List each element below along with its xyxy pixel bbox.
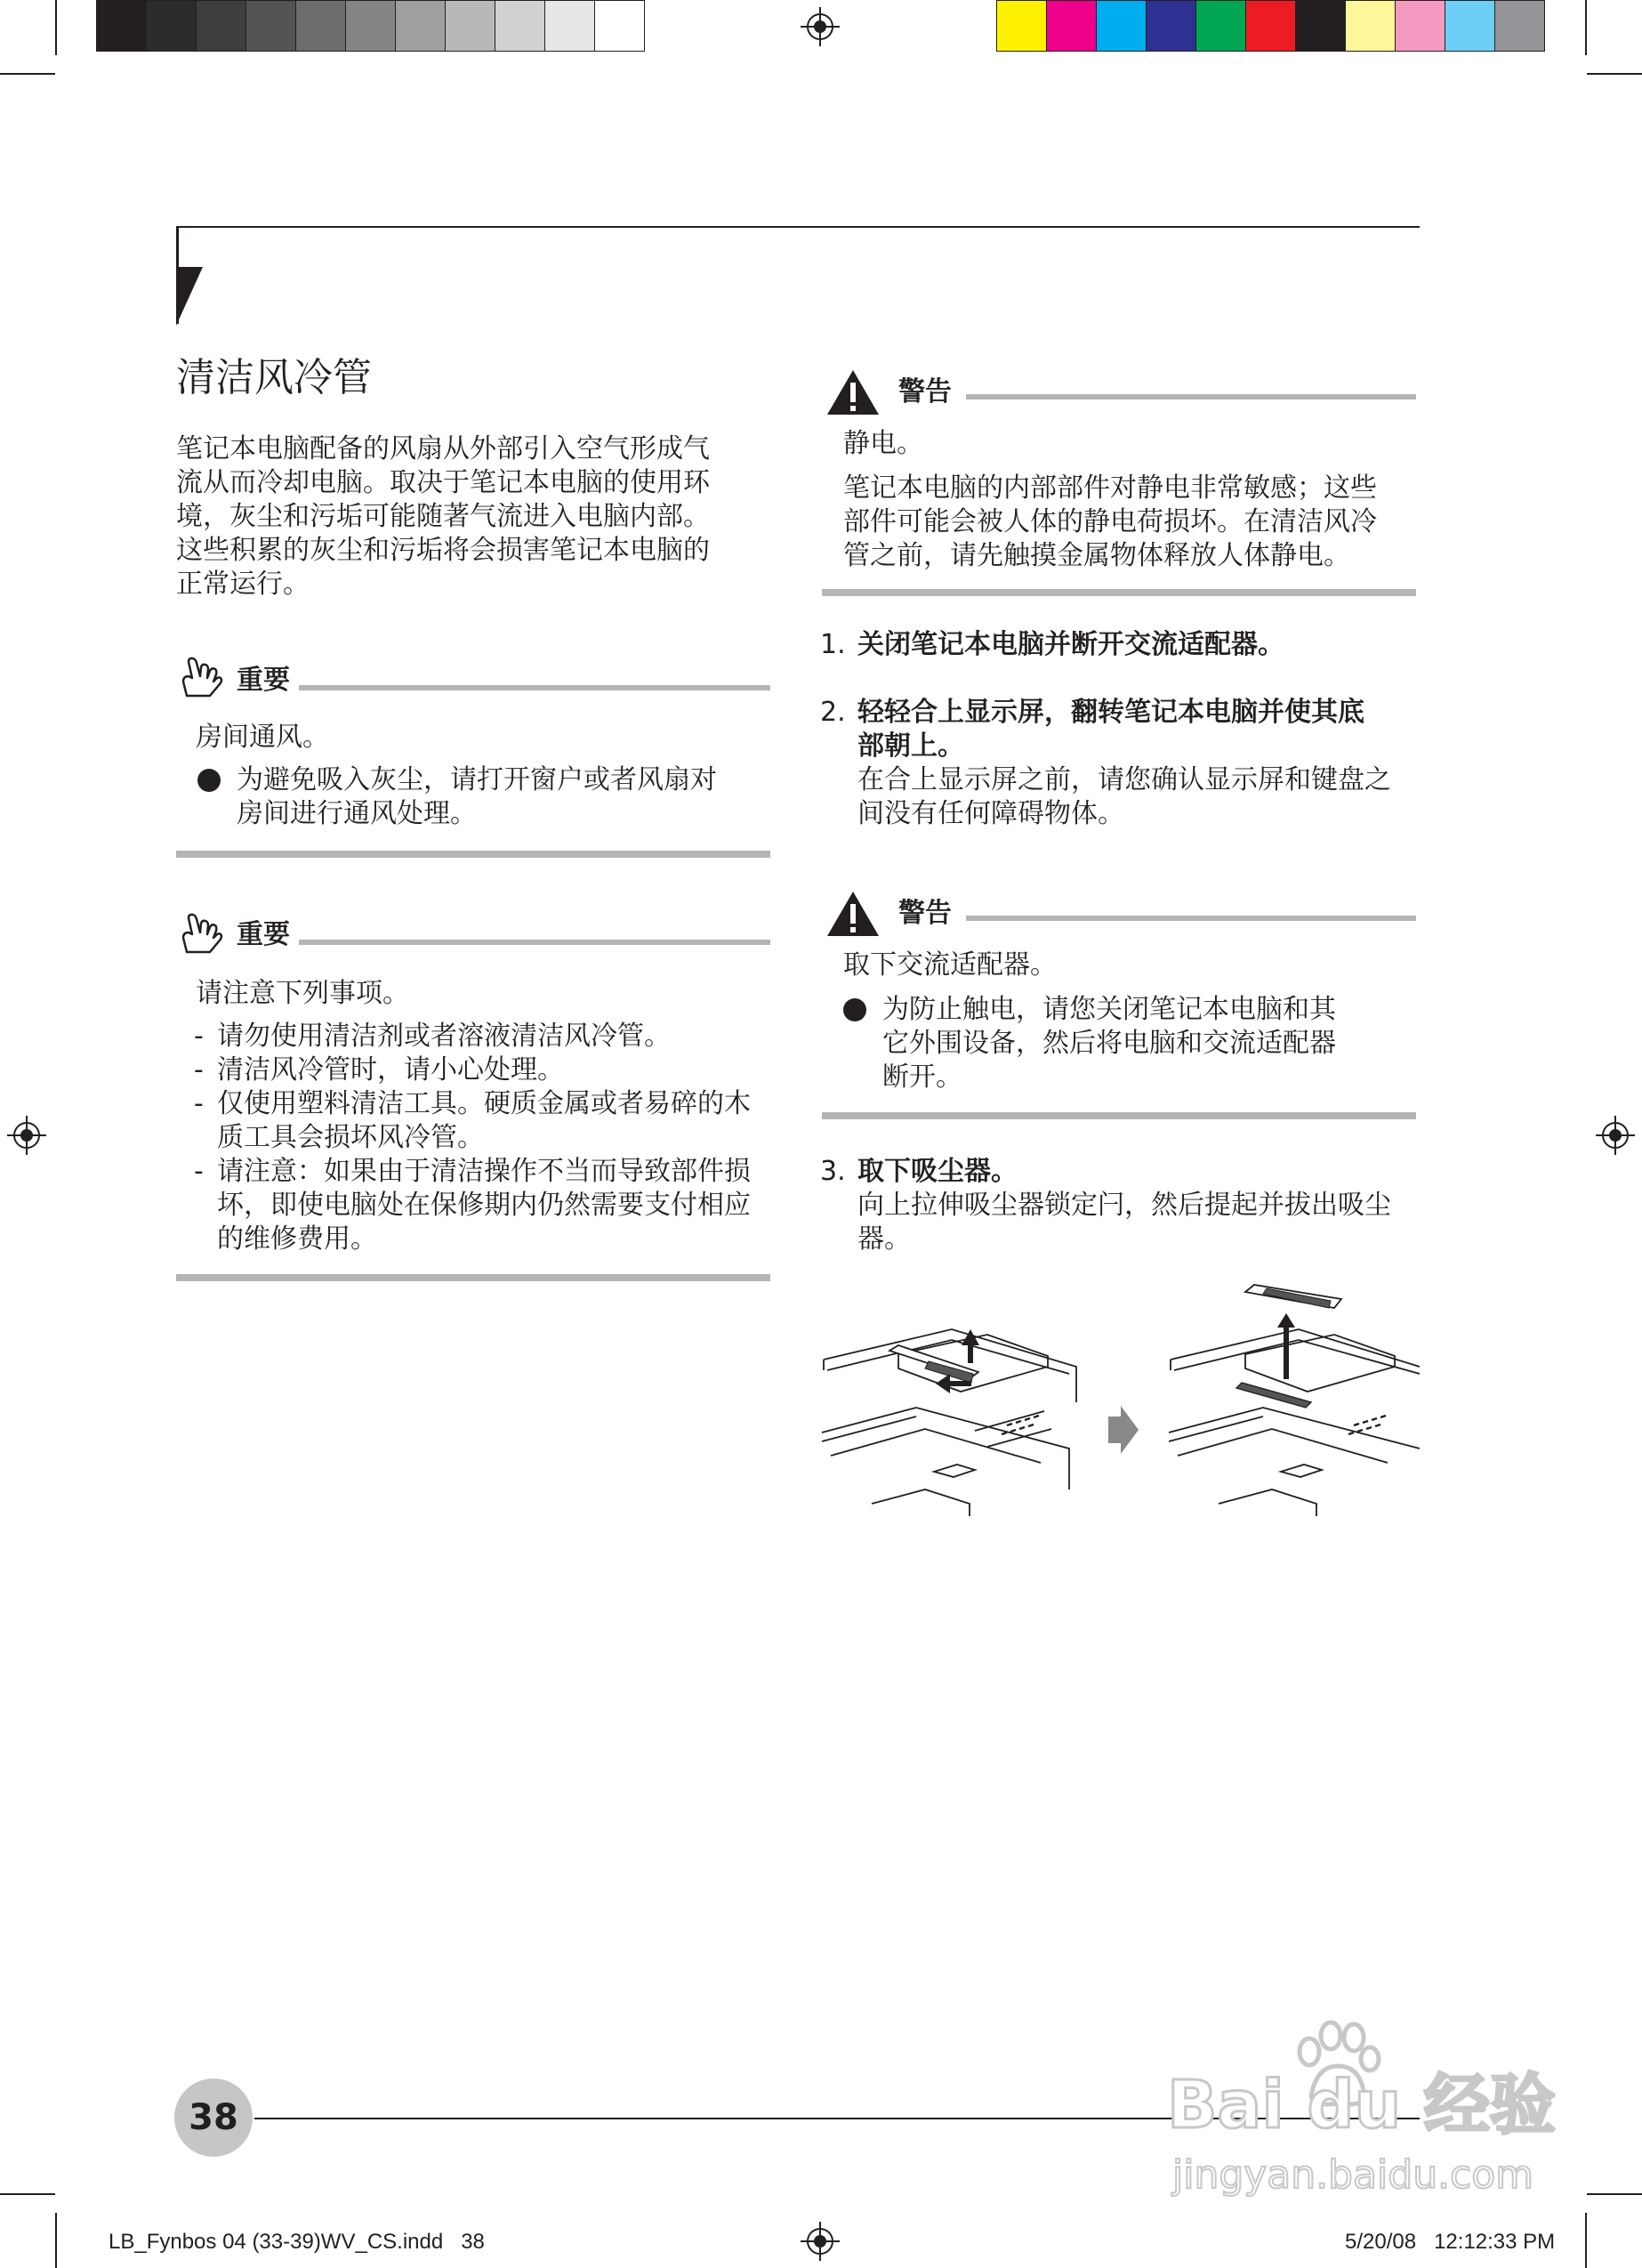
step-number: 1. (820, 629, 846, 660)
warning-triangle-icon (825, 368, 881, 416)
pointing-hand-icon (180, 655, 224, 701)
bullet-line: 为防止触电，请您关闭笔记本电脑和其 (882, 994, 1336, 1025)
step-text (857, 1189, 1427, 1256)
color-swatch (1494, 0, 1545, 52)
laptop-bottom-before (822, 1329, 1076, 1516)
step-text-line: 器。 (857, 1223, 911, 1255)
list-item-line: 质工具会损坏风冷管。 (217, 1122, 484, 1153)
intro-line: 这些积累的灰尘和污垢将会损害笔记本电脑的 (176, 535, 710, 566)
intro-line: 流从而冷却电脑。取决于笔记本电脑的使用环 (176, 467, 710, 498)
important-heading: 房间通风。 (196, 722, 329, 753)
warning-triangle-icon (825, 890, 881, 938)
color-swatch (1146, 0, 1196, 52)
important-label: 重要 (237, 919, 290, 950)
bullet-icon (843, 998, 866, 1021)
step-title (857, 696, 1427, 763)
up-arrow-icon (962, 1329, 979, 1363)
list-item: - 请勿使用清洁剂或者溶液清洁风冷管。 (194, 1020, 772, 1053)
registration-mark-icon (7, 1116, 46, 1155)
corner-marker-icon (176, 267, 203, 326)
indd-filename: LB_Fynbos 04 (33-39)WV_CS.indd 38 (109, 2230, 485, 2254)
warning-heading: 取下交流适配器。 (843, 949, 1057, 981)
warning-line: 笔记本电脑的内部部件对静电非常敏感；这些 (843, 472, 1377, 504)
color-swatch (1195, 0, 1246, 52)
warning-label-rule (966, 394, 1416, 400)
color-swatch (1445, 0, 1495, 52)
important-heading: 请注意下列事项。 (196, 978, 409, 1009)
list-item-line: 清洁风冷管时，请小心处理。 (217, 1054, 564, 1086)
dust-slot (1236, 1383, 1311, 1408)
pointing-hand-icon (180, 911, 224, 957)
header-rule (176, 226, 1420, 228)
step-title-line: 轻轻合上显示屏，翻转笔记本电脑并使其底 (857, 697, 1364, 728)
color-swatch (146, 0, 197, 52)
warning-label: 警告 (898, 898, 952, 929)
color-swatch (395, 0, 446, 52)
list-item-line: 请勿使用清洁剂或者溶液清洁风冷管。 (217, 1021, 671, 1052)
bullet-line: 断开。 (882, 1061, 962, 1093)
important-bottom-rule (176, 1274, 770, 1281)
step-text-line: 间没有任何障碍物体。 (857, 798, 1124, 829)
step-text-line: 在合上显示屏之前，请您确认显示屏和键盘之 (857, 764, 1391, 795)
dust-collector-illustration (818, 1281, 1423, 1548)
list-item: - 请注意：如果由于清洁操作不当而导致部件损 坏，即使电脑处在保修期内仍然需要支付相应 的维修费用。 (194, 1155, 772, 1256)
dash-list (194, 1020, 772, 1256)
warning-heading: 静电。 (843, 428, 923, 459)
lifted-dust-collector (1245, 1285, 1341, 1308)
bullet-line: 它外围设备，然后将电脑和交流适配器 (882, 1028, 1336, 1059)
page-number: 38 (189, 2097, 238, 2138)
crop-mark (1585, 2213, 1587, 2268)
color-swatch (594, 0, 645, 52)
list-item: - 清洁风冷管时，请小心处理。 (194, 1053, 772, 1087)
color-swatch (1295, 0, 1346, 52)
watermark-brand: Bai du 经验 (1167, 2067, 1556, 2143)
bullet-line: 为避免吸入灰尘，请打开窗户或者风扇对 (237, 764, 717, 795)
transition-arrow-icon (1108, 1406, 1139, 1454)
laptop-bottom-after (1169, 1329, 1420, 1516)
crop-mark (0, 73, 55, 75)
important-label-rule (299, 940, 770, 945)
important-bullet-text (237, 763, 770, 831)
color-swatch (96, 0, 147, 52)
warning-line: 部件可能会被人体的静电荷损坏。在清洁风冷 (843, 506, 1377, 537)
color-swatch (495, 0, 545, 52)
step-text-line: 向上拉伸吸尘器锁定闩，然后提起并拔出吸尘 (857, 1190, 1391, 1221)
registration-mark-icon (801, 7, 840, 46)
color-swatch (1395, 0, 1445, 52)
important-label-rule (299, 685, 770, 690)
intro-line: 境，灰尘和污垢可能随著气流进入电脑内部。 (176, 501, 710, 532)
list-item-line: 坏，即使电脑处在保修期内仍然需要支付相应 (217, 1190, 751, 1221)
color-swatch (1245, 0, 1296, 52)
list-item-line: 仅使用塑料清洁工具。硬质金属或者易碎的木 (217, 1088, 751, 1119)
step-title: 取下吸尘器。 (857, 1156, 1018, 1187)
color-swatch (445, 0, 495, 52)
warning-label-rule (966, 916, 1416, 921)
registration-mark-icon (1596, 1116, 1635, 1155)
crop-mark (55, 2213, 57, 2268)
page-title: 清洁风冷管 (176, 355, 372, 400)
list-item-line: 请注意：如果由于清洁操作不当而导致部件损 (217, 1156, 751, 1187)
color-swatch (1096, 0, 1147, 52)
important-label: 重要 (237, 665, 290, 696)
color-swatch-bar (996, 0, 1548, 52)
warning-text (843, 472, 1430, 573)
color-swatch (1046, 0, 1097, 52)
crop-mark (1587, 2193, 1642, 2195)
crop-mark (55, 0, 57, 55)
crop-mark (0, 2193, 55, 2195)
dust-collector-before (889, 1345, 978, 1383)
step-number: 3. (820, 1156, 846, 1187)
print-timestamp: 5/20/08 12:12:33 PM (1345, 2230, 1556, 2254)
step-text (857, 763, 1427, 831)
intro-line: 笔记本电脑配备的风扇从外部引入空气形成气 (176, 433, 710, 464)
crop-mark (1585, 0, 1587, 55)
warning-bullet-text (882, 993, 1416, 1094)
color-swatch (544, 0, 595, 52)
warning-bottom-rule (822, 589, 1416, 596)
list-item: - 仅使用塑料清洁工具。硬质金属或者易碎的木 质工具会损坏风冷管。 (194, 1087, 772, 1155)
warning-line: 管之前，请先触摸金属物体释放人体静电。 (843, 540, 1350, 571)
bullet-icon (197, 769, 221, 792)
watermark-url: jingyan.baidu.com (1172, 2152, 1534, 2198)
bullet-line: 房间进行通风处理。 (237, 798, 477, 829)
step-title: 关闭笔记本电脑并断开交流适配器。 (857, 629, 1284, 660)
warning-label: 警告 (898, 376, 952, 408)
warning-bottom-rule (822, 1112, 1416, 1119)
color-swatch (295, 0, 346, 52)
registration-mark-icon (801, 2222, 840, 2261)
crop-mark (1587, 73, 1642, 75)
step-title-line: 部朝上。 (857, 730, 964, 762)
color-swatch (196, 0, 246, 52)
color-swatch (1345, 0, 1396, 52)
color-swatch (245, 0, 296, 52)
color-swatch (996, 0, 1047, 52)
intro-paragraph (176, 432, 781, 601)
color-swatch (345, 0, 396, 52)
gray-swatch-bar (96, 0, 648, 52)
important-bottom-rule (176, 851, 770, 858)
step-number: 2. (820, 697, 846, 728)
list-item-line: 的维修费用。 (217, 1223, 377, 1255)
intro-line: 正常运行。 (176, 569, 310, 600)
